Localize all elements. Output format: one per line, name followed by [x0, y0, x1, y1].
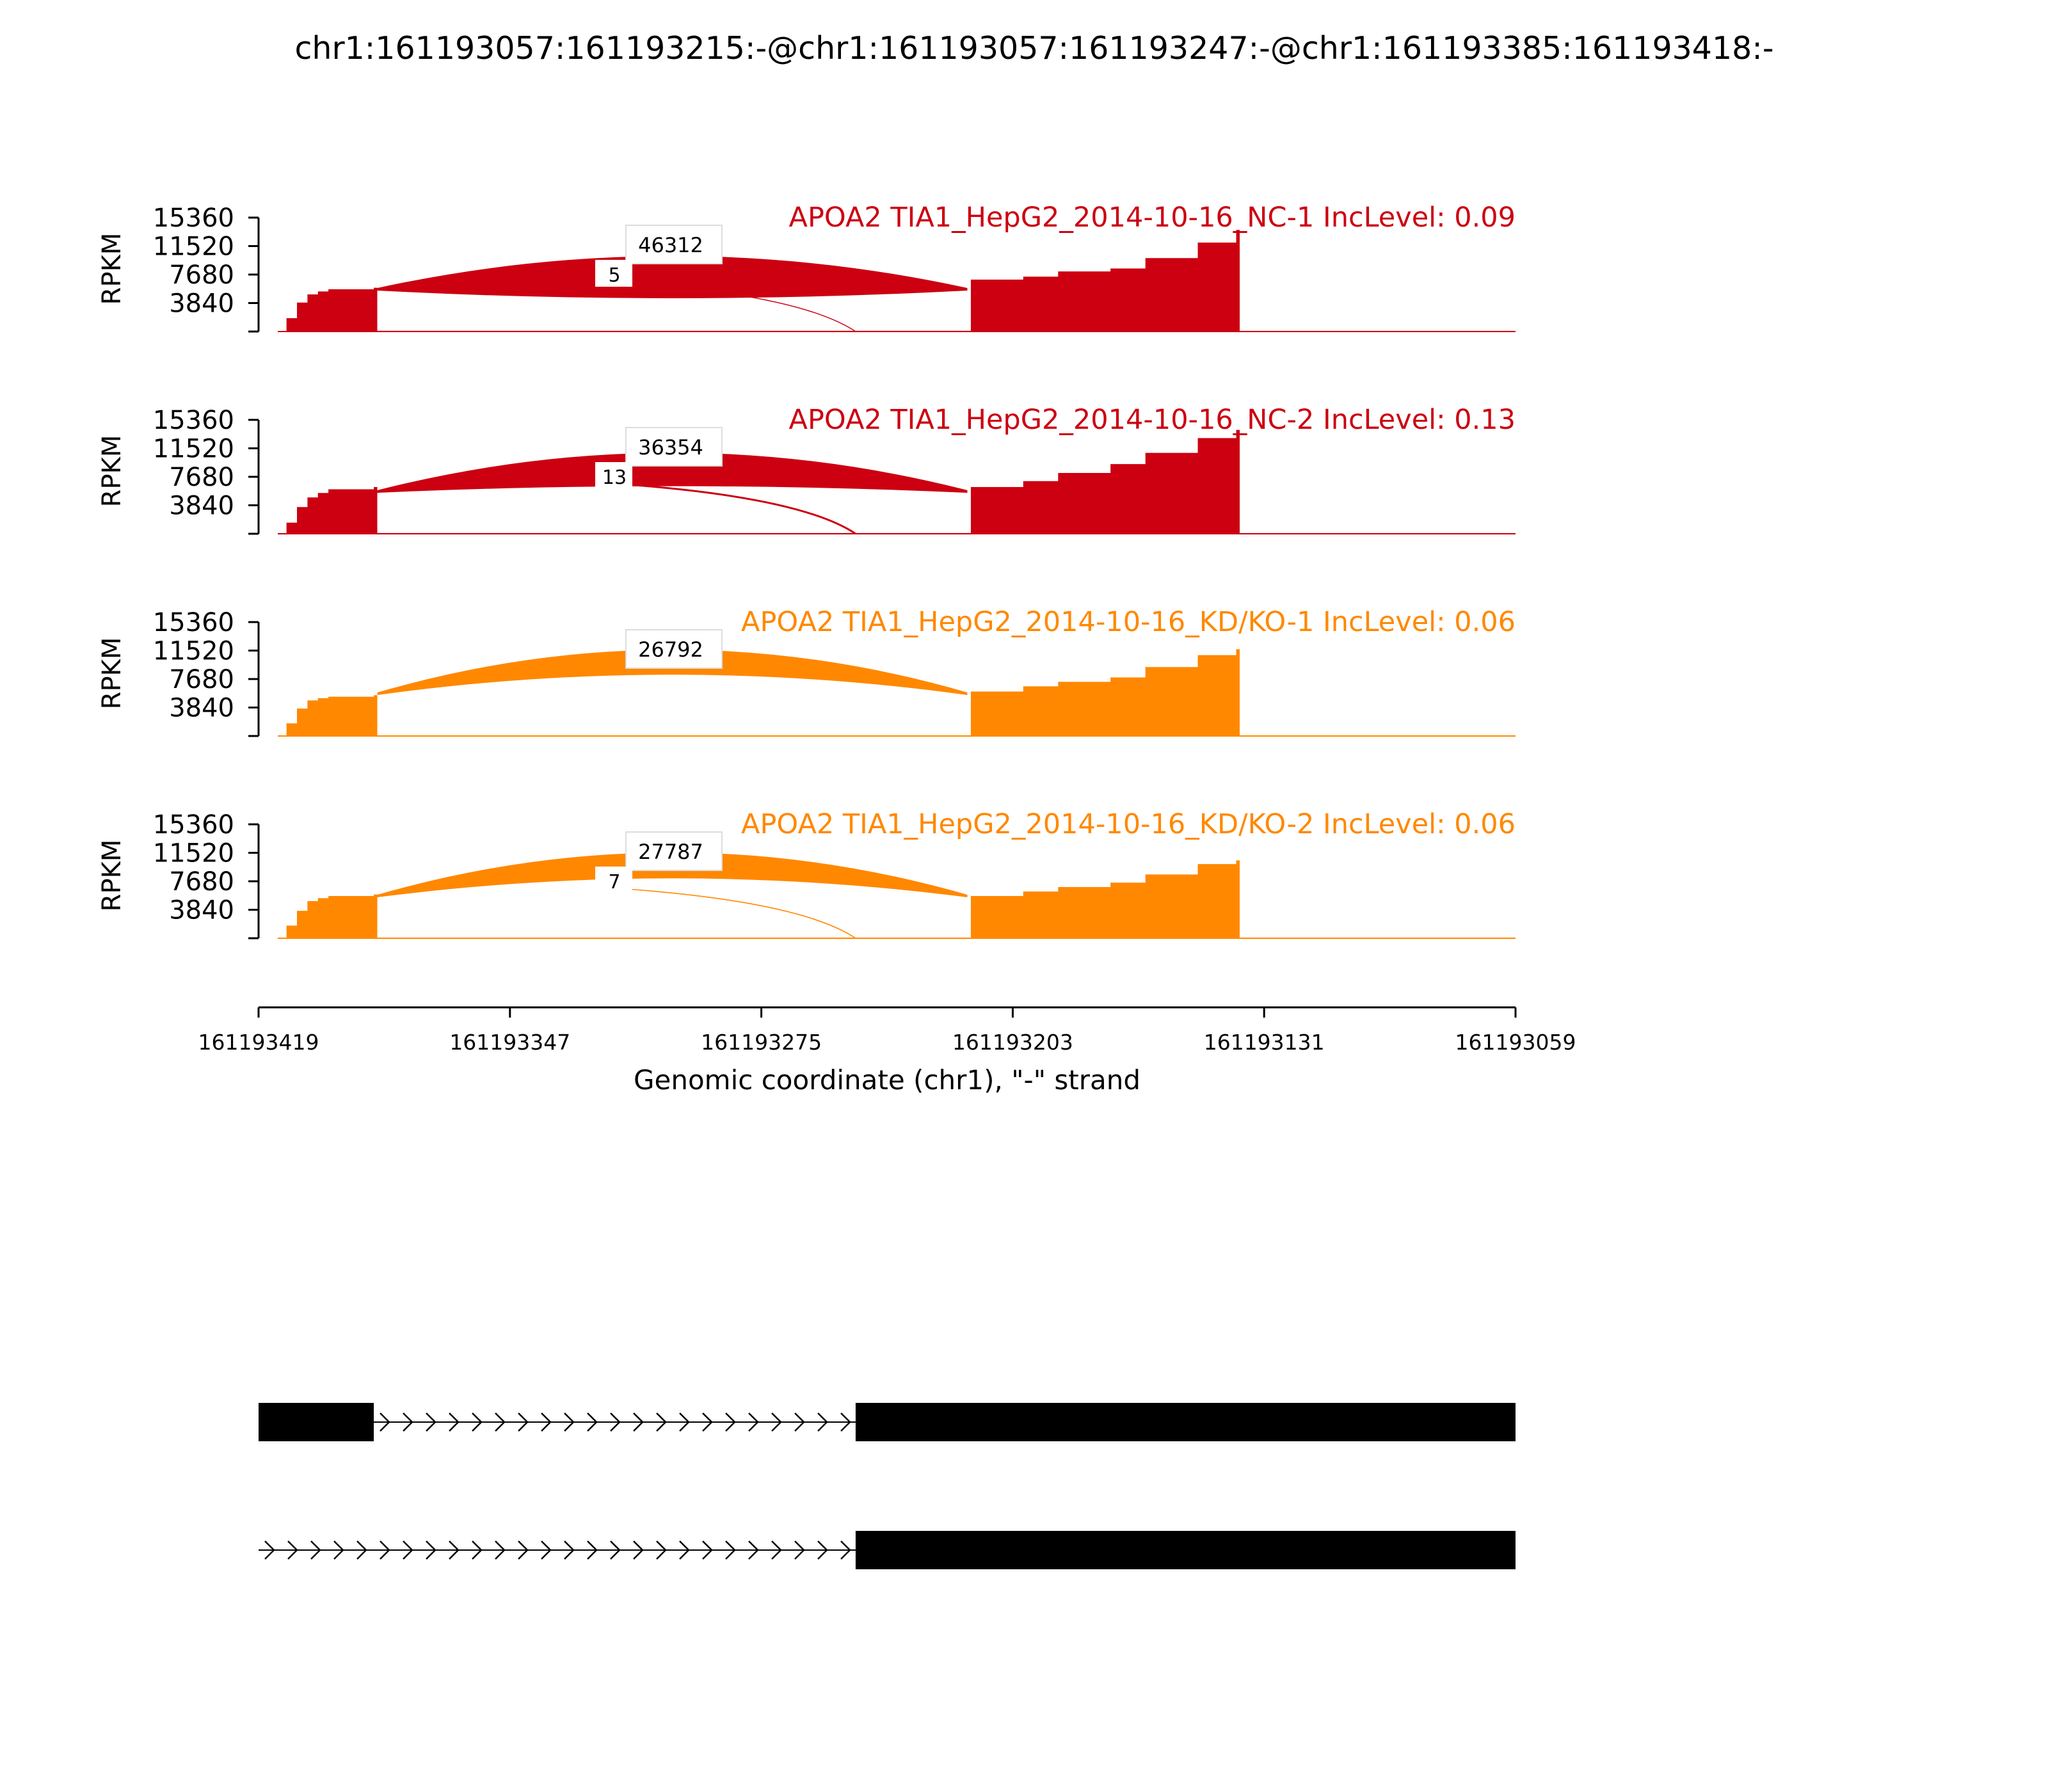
coverage-panels: [97, 202, 1516, 938]
y-tick-label: 11520: [152, 434, 234, 464]
x-tick-label: 161193203: [952, 1030, 1073, 1055]
y-tick-label: 7680: [169, 260, 234, 290]
junction-count: 7: [608, 871, 621, 893]
junction-label: [595, 260, 632, 287]
junction-label: [626, 630, 722, 668]
junction-arc: [618, 484, 856, 534]
x-tick-label: 161193275: [701, 1030, 822, 1055]
coverage-panel: [97, 202, 1516, 332]
y-axis: [97, 406, 259, 534]
exon-block: [856, 1531, 1516, 1569]
y-axis-label: RPKM: [97, 435, 127, 508]
junction-count: 5: [608, 264, 621, 287]
y-tick-label: 7680: [169, 463, 234, 492]
coverage-panel: [97, 404, 1516, 534]
y-tick-label: 7680: [169, 665, 234, 694]
y-axis-label: RPKM: [97, 637, 127, 710]
junction-label: [626, 832, 722, 870]
x-tick-label: 161193347: [449, 1030, 571, 1055]
y-axis: [97, 810, 259, 938]
junction-label: [626, 225, 722, 264]
y-tick-label: 7680: [169, 867, 234, 897]
junction-count: 36354: [638, 435, 703, 460]
panel-label: APOA2 TIA1_HepG2_2014-10-16_KD/KO-2 IncLevel: 0.06: [741, 808, 1516, 840]
x-axis-label: Genomic coordinate (chr1), "-" strand: [633, 1064, 1141, 1096]
junction-count: 26792: [638, 637, 703, 662]
junction-arc: [618, 888, 856, 938]
y-axis-label: RPKM: [97, 232, 127, 305]
coverage-panel: [97, 606, 1516, 736]
figure-title: chr1:161193057:161193215:-@chr1:161193057:161193247:-@chr1:161193385:161193418:-: [294, 30, 1774, 67]
y-tick-label: 11520: [152, 636, 234, 666]
genomic-x-axis: [198, 1007, 1576, 1096]
isoform: [259, 1531, 1516, 1569]
junction-label: [595, 867, 632, 893]
x-tick-label: 161193419: [198, 1030, 319, 1055]
y-tick-label: 3840: [169, 693, 234, 723]
panel-label: APOA2 TIA1_HepG2_2014-10-16_NC-2 IncLevel: 0.13: [788, 404, 1516, 436]
junction-count: 13: [602, 467, 627, 489]
junction-count: 46312: [638, 233, 703, 257]
isoform-track: [259, 1403, 1516, 1569]
y-axis: [97, 204, 259, 332]
y-tick-label: 11520: [152, 232, 234, 262]
y-tick-label: 3840: [169, 491, 234, 521]
y-tick-label: 15360: [152, 810, 234, 840]
junction-label: [595, 462, 632, 489]
y-tick-label: 11520: [152, 838, 234, 868]
exon-block: [259, 1403, 374, 1441]
y-tick-label: 3840: [169, 289, 234, 319]
junction-label: [626, 428, 722, 466]
isoform: [259, 1403, 1516, 1441]
y-tick-label: 15360: [152, 204, 234, 233]
panel-label: APOA2 TIA1_HepG2_2014-10-16_KD/KO-1 IncLevel: 0.06: [741, 606, 1516, 638]
y-tick-label: 15360: [152, 406, 234, 435]
y-tick-label: 15360: [152, 608, 234, 637]
x-tick-label: 161193059: [1455, 1030, 1576, 1055]
panel-label: APOA2 TIA1_HepG2_2014-10-16_NC-1 IncLevel: 0.09: [788, 202, 1516, 234]
y-tick-label: 3840: [169, 895, 234, 925]
exon-block: [856, 1403, 1516, 1441]
coverage-panel: [97, 808, 1516, 938]
junction-count: 27787: [638, 840, 703, 864]
y-axis-label: RPKM: [97, 839, 127, 912]
y-axis: [97, 608, 259, 736]
x-tick-label: 161193131: [1203, 1030, 1325, 1055]
